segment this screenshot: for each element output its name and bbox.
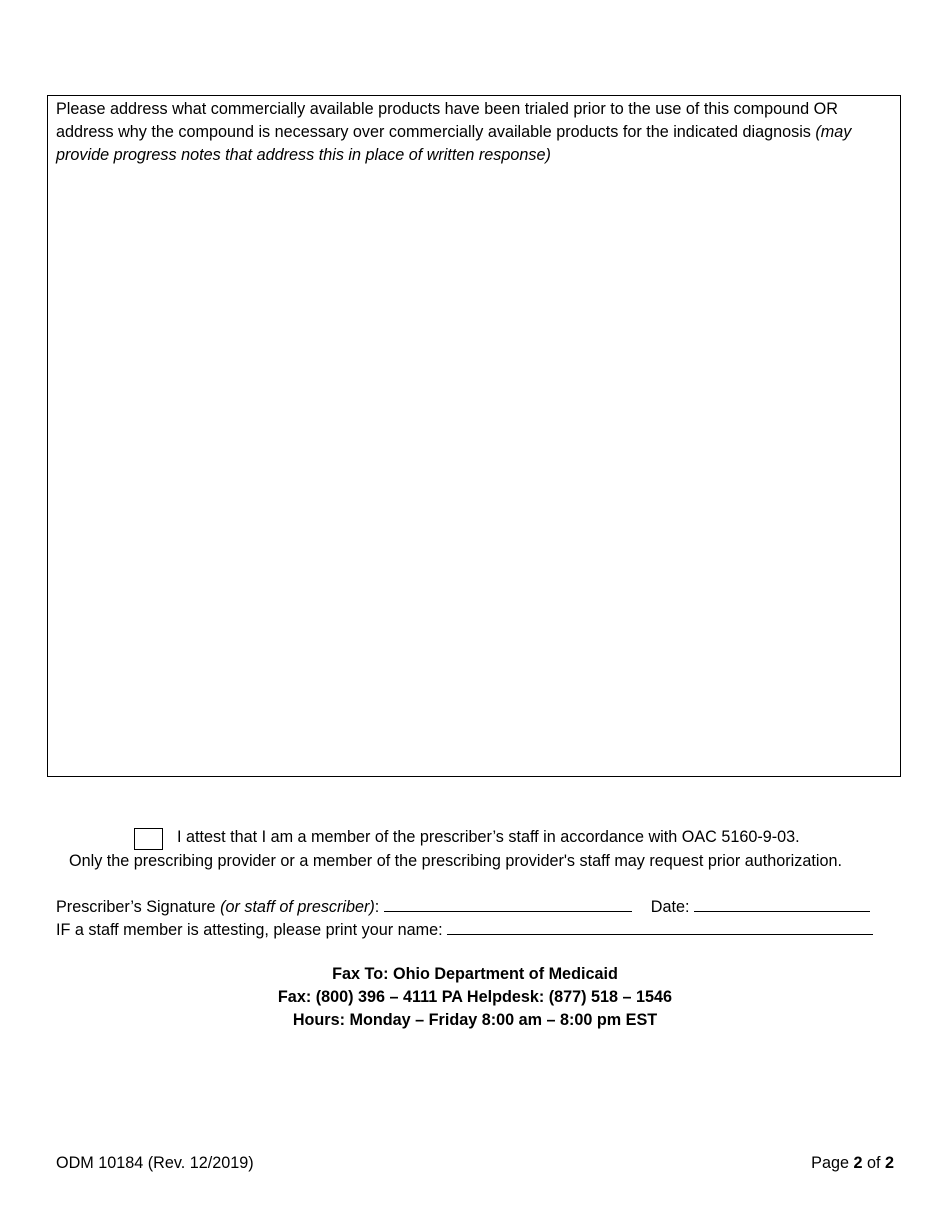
staff-name-label: IF a staff member is attesting, please print your name: [56, 921, 443, 939]
page-prefix: Page [811, 1154, 854, 1172]
commercial-products-prompt: Please address what commercially available products have been trialed prior to the use of this compound OR address why the compound is necessary over commercially available products for the indicated diagnosis [56, 100, 838, 141]
form-id: ODM 10184 (Rev. 12/2019) [56, 1154, 254, 1172]
attest-checkbox[interactable] [134, 828, 163, 850]
signature-row [56, 895, 896, 919]
date-label: Date: [650, 898, 690, 916]
staff-name-field[interactable] [447, 918, 873, 935]
fax-to-line: Fax To: Ohio Department of Medicaid [332, 965, 618, 983]
hours-line: Hours: Monday – Friday 8:00 am – 8:00 pm EST [292, 1011, 658, 1029]
fax-info [0, 963, 950, 1032]
page-number [811, 1151, 894, 1175]
attest-statement: I attest that I am a member of the prescriber’s staff in accordance with OAC 5160-9-03. [177, 828, 800, 846]
page-total: 2 [884, 1154, 894, 1172]
page-of: of [862, 1154, 885, 1172]
commercial-products-response-box[interactable] [47, 95, 901, 777]
date-field[interactable] [694, 895, 870, 912]
signature-label: Prescriber’s Signature [56, 898, 221, 916]
fax-numbers-line: Fax: (800) 396 – 4111 PA Helpdesk: (877) 518 – 1546 [277, 988, 673, 1006]
signature-label-suffix: : [374, 898, 380, 916]
staff-name-row [56, 918, 896, 942]
prior-authorization-note: Only the prescribing provider or a member of the prescribing provider's staff may request prior authorization. [69, 852, 842, 870]
signature-label-italic: (or staff of prescriber) [220, 898, 375, 916]
signature-field[interactable] [384, 895, 632, 912]
progress-notes-note: (may provide progress notes that address this in place of written response) [56, 123, 852, 164]
page-current: 2 [853, 1154, 863, 1172]
